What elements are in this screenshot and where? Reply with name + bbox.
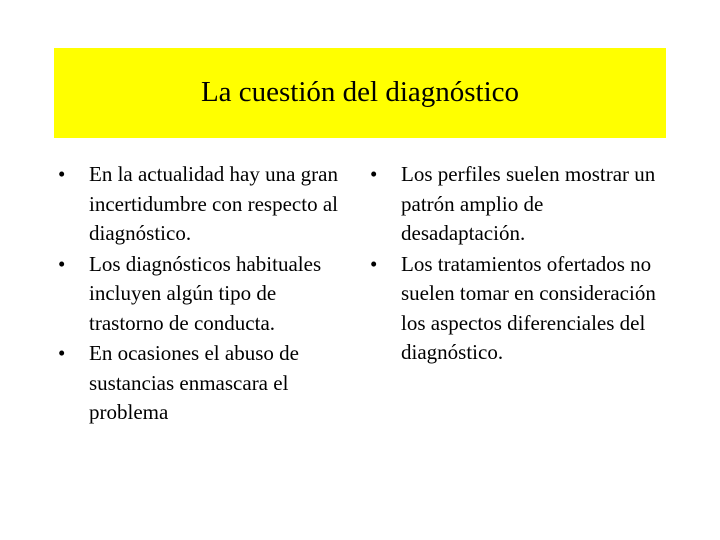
bullet-text: Los diagnósticos habituales incluyen algún tipo de trastorno de conducta. (89, 251, 322, 335)
bullet-icon: • (370, 251, 378, 276)
slide-title: La cuestión del diagnóstico (200, 76, 520, 109)
bullet-item (370, 250, 670, 368)
title-banner (54, 48, 666, 138)
bullet-item (58, 160, 348, 249)
left-bullet-list (58, 160, 348, 429)
bullet-item (370, 160, 670, 249)
right-bullet-list (370, 160, 670, 369)
bullet-text: En la actualidad hay una gran incertidumbre con respecto al diagnóstico. (89, 162, 338, 245)
bullet-text: Los tratamientos ofertados no suelen tomar en consideración los aspectos diferenciales del diagnóstico. (401, 251, 656, 364)
bullet-icon: • (58, 341, 66, 365)
bullet-item (58, 339, 348, 428)
bullet-icon: • (58, 162, 66, 186)
bullet-item (58, 250, 348, 339)
bullet-icon: • (58, 251, 66, 276)
bullet-icon: • (370, 162, 378, 186)
bullet-text: Los perfiles suelen mostrar un patrón amplio de desadaptación. (401, 162, 656, 245)
bullet-text: En ocasiones el abuso de sustancias enmascara el problema (89, 341, 299, 424)
